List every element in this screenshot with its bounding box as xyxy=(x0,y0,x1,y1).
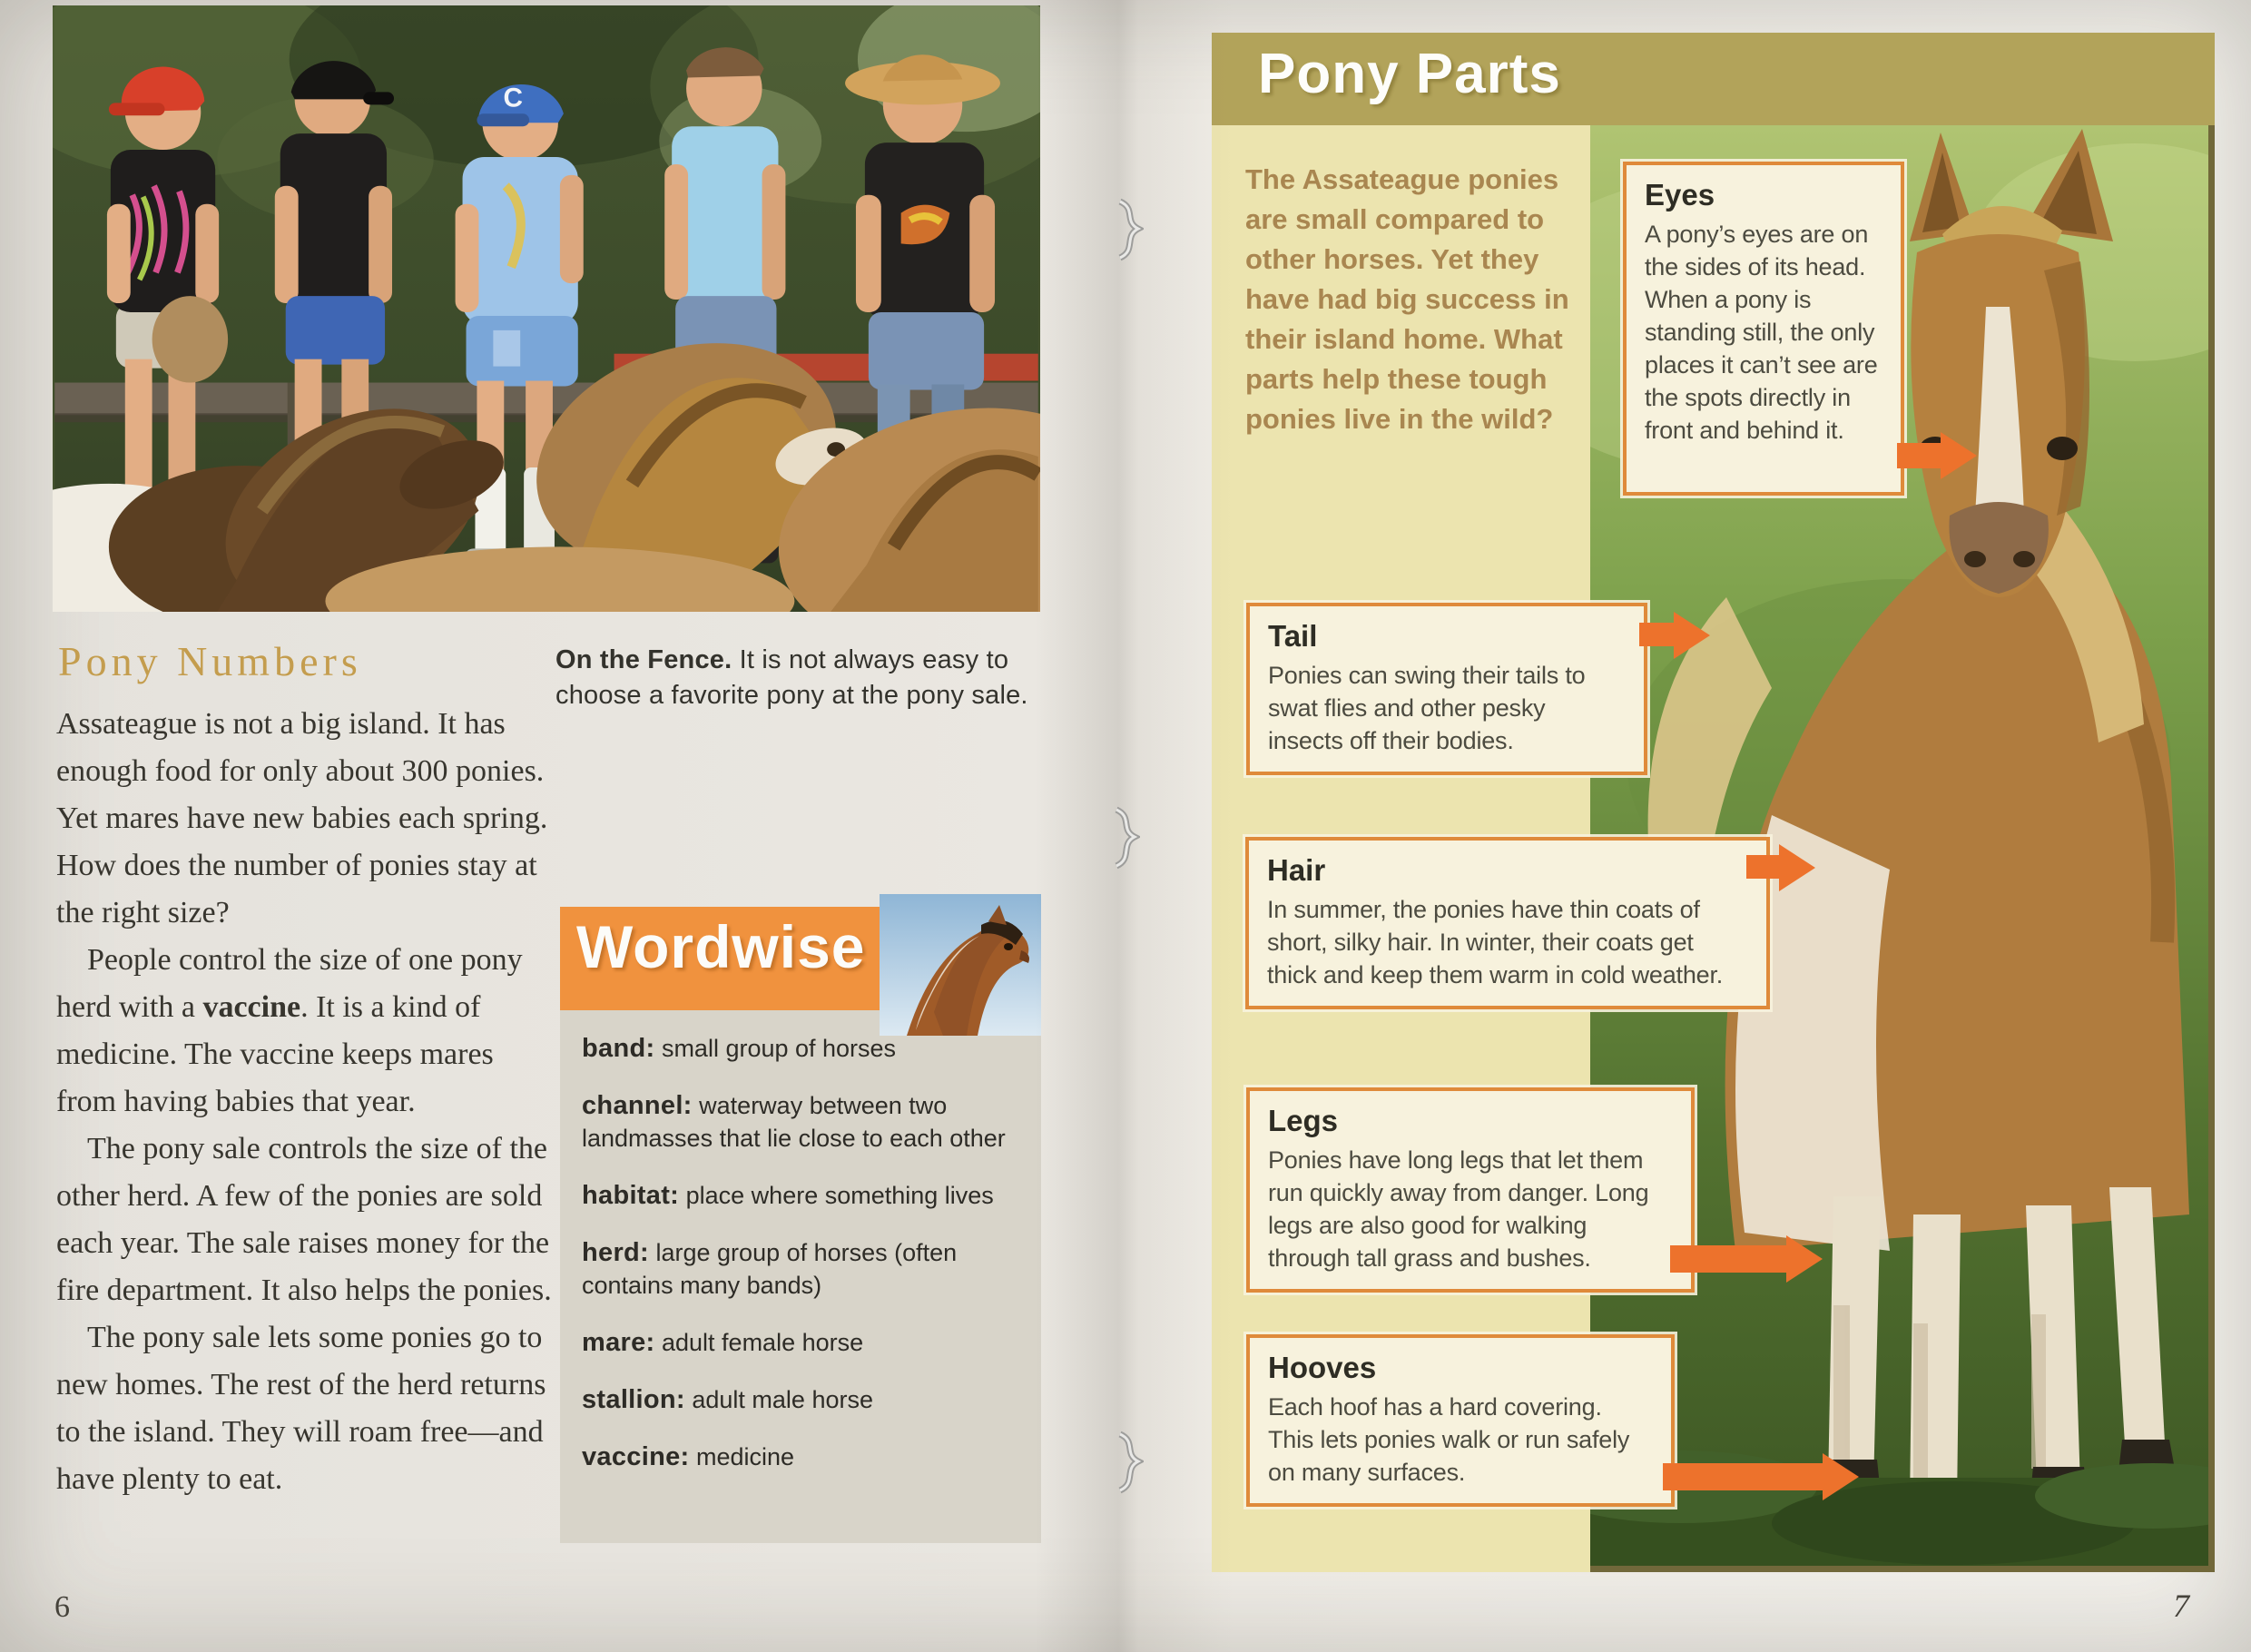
right-page-title: Pony Parts xyxy=(1258,43,1561,105)
horse-head-thumbnail xyxy=(880,894,1041,1036)
term-mare: mare: xyxy=(582,1328,655,1357)
callout-legs xyxy=(1246,1087,1695,1293)
photo-caption xyxy=(555,643,1053,713)
def-vaccine: medicine xyxy=(689,1443,795,1470)
page-number-right: 7 xyxy=(2173,1588,2189,1624)
p2-before: People control the size of one pony herd with a xyxy=(56,943,523,1024)
wordwise-entry xyxy=(582,1236,1025,1302)
callout-tail-title: Tail xyxy=(1268,619,1318,653)
wordwise-entry xyxy=(582,1089,1025,1155)
def-habitat: place where something lives xyxy=(679,1182,994,1209)
wordwise-horse-photo xyxy=(880,894,1041,1036)
wordwise-entry xyxy=(582,1326,1025,1359)
callout-legs-title: Legs xyxy=(1268,1104,1339,1137)
term-habitat: habitat: xyxy=(582,1181,680,1210)
wordwise-entry xyxy=(582,1179,1025,1212)
wordwise-box xyxy=(560,894,1041,1543)
def-stallion: adult male horse xyxy=(684,1386,873,1413)
callout-hooves-title: Hooves xyxy=(1268,1351,1377,1384)
staple-icon xyxy=(1109,806,1140,871)
term-stallion: stallion: xyxy=(582,1385,685,1414)
wordwise-entry xyxy=(582,1383,1025,1416)
callout-tail-text: Ponies can swing their tails to swat flies and other pesky insects off their bodies. xyxy=(1268,662,1586,754)
wordwise-entry xyxy=(582,1032,1025,1065)
callout-eyes xyxy=(1623,162,1904,496)
callout-eyes-title: Eyes xyxy=(1645,178,1715,211)
photo-kids-on-fence xyxy=(53,5,1040,612)
term-channel: channel: xyxy=(582,1091,693,1120)
def-band: small group of horses xyxy=(654,1035,897,1062)
callout-legs-text: Ponies have long legs that let them run quickly away from danger. Long legs are also good for walking through tall grass and bushes. xyxy=(1268,1146,1649,1272)
body-paragraph-1: Assateague is not a big island. It has enough food for only about 300 ponies. Yet mares have new babies each spring. How does the number of ponies stay at the right size? xyxy=(56,707,548,929)
staple-icon xyxy=(1113,1431,1144,1496)
callout-tail xyxy=(1246,603,1647,775)
svg-text:C: C xyxy=(503,83,523,113)
body-paragraph-3: The pony sale controls the size of the other herd. A few of the ponies are sold each year. The sale raises money for the fire department. It also helps the ponies. xyxy=(56,1132,552,1307)
callout-hair xyxy=(1245,837,1770,1009)
caption-text: It is not always easy to choose a favorite pony at the pony sale. xyxy=(555,645,1028,710)
body-paragraph-2 xyxy=(56,937,561,1126)
kids-on-fence-illustration xyxy=(53,5,1040,612)
staple-icon xyxy=(1113,198,1144,263)
wordwise-title: Wordwise xyxy=(576,913,866,980)
callout-eyes-text: A pony’s eyes are on the sides of its head. When a pony is standing still, the only places it can’t see are the spots directly in front and behind it. xyxy=(1645,221,1878,444)
page-number-left: 6 xyxy=(54,1590,70,1624)
left-page-heading: Pony Numbers xyxy=(58,638,362,684)
term-band: band: xyxy=(582,1034,655,1063)
def-herd: large group of horses (often contains many bands) xyxy=(582,1239,958,1299)
caption-lead: On the Fence. xyxy=(555,645,732,674)
wordwise-entry xyxy=(582,1441,1025,1473)
callout-hair-title: Hair xyxy=(1267,853,1326,887)
callout-hooves-text: Each hoof has a hard covering. This lets ponies walk or run safely on many surfaces. xyxy=(1268,1393,1630,1486)
callout-hair-text: In summer, the ponies have thin coats of short, silky hair. In winter, their coats get thick and keep them warm in cold weather. xyxy=(1267,896,1724,988)
def-mare: adult female horse xyxy=(654,1329,864,1356)
body-paragraph-4: The pony sale lets some ponies go to new homes. The rest of the herd returns to the island. They will roam free—and have plenty to eat. xyxy=(56,1321,546,1496)
p2-bold-term: vaccine xyxy=(202,990,301,1024)
term-herd: herd: xyxy=(582,1238,649,1267)
wordwise-entries xyxy=(582,1032,1025,1498)
left-page-body xyxy=(56,701,561,1503)
callout-hooves xyxy=(1246,1334,1675,1507)
def-channel: waterway between two landmasses that lie close to each other xyxy=(582,1092,1006,1152)
p2-after: . It is a kind of medicine. The vaccine keeps mares from having babies that year. xyxy=(56,990,494,1118)
right-page-intro: The Assateague ponies are small compared to other horses. Yet they have had big success in their island home. What parts help these tough ponies live in the wild? xyxy=(1245,163,1569,435)
term-vaccine: vaccine: xyxy=(582,1442,690,1471)
